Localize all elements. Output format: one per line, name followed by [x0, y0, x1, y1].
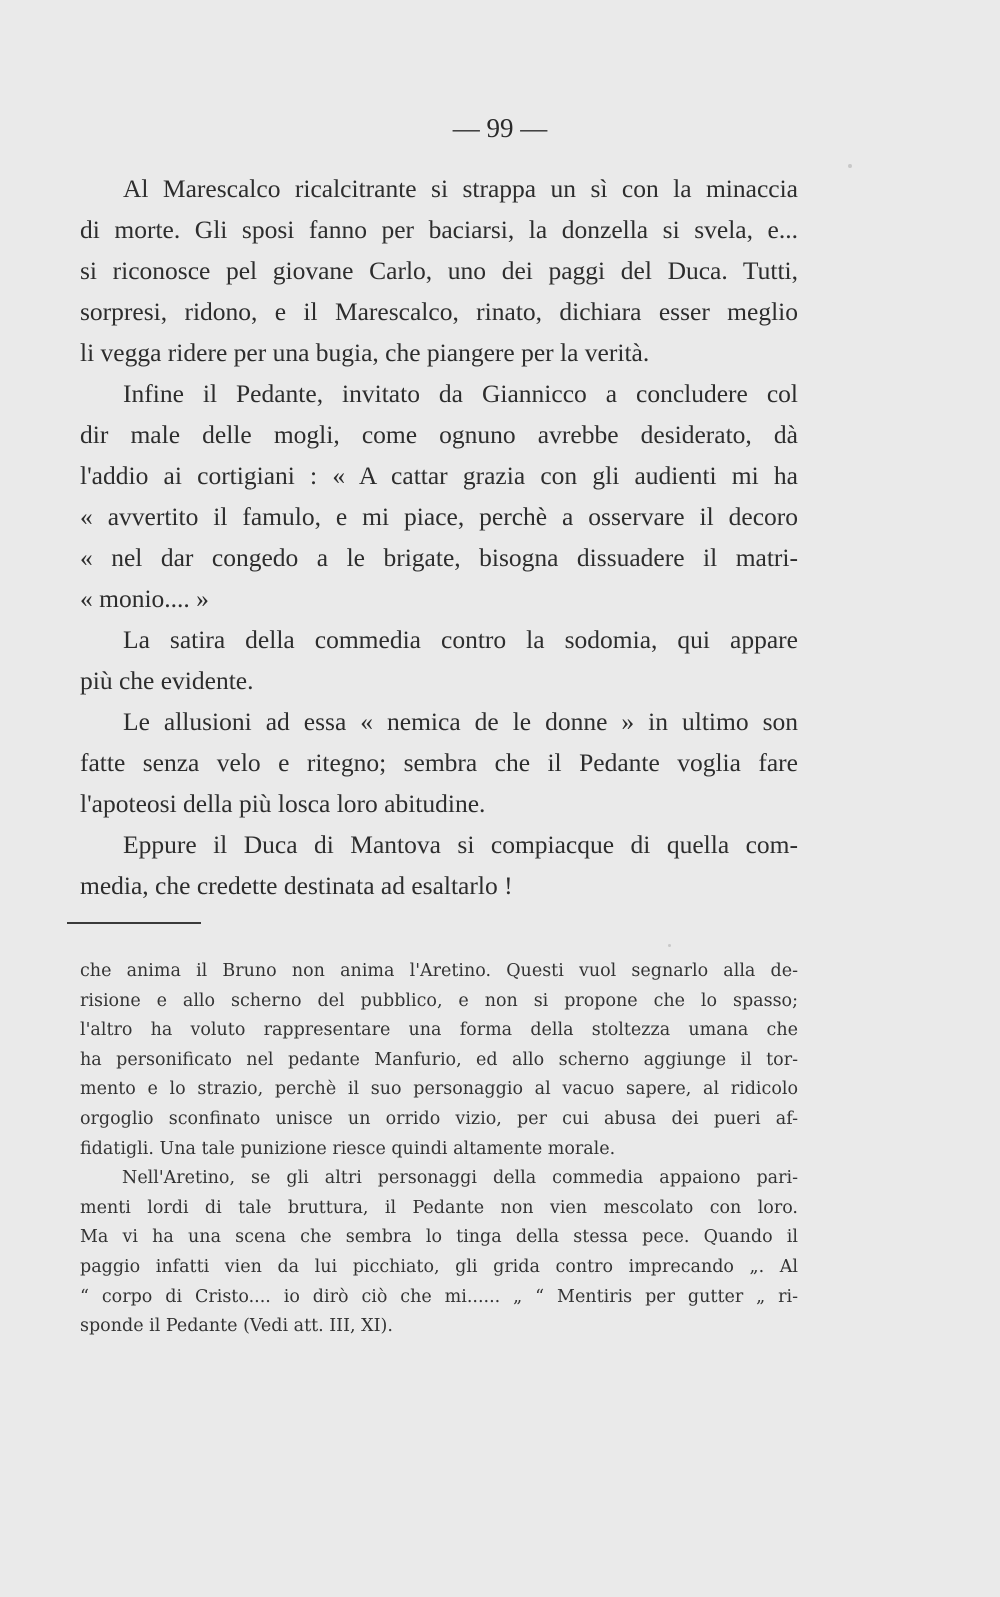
- footnote-line: ha personificato nel pedante Manfurio, ed allo scherno aggiunge il tor-: [80, 1049, 798, 1070]
- footnote-line: Ma vi ha una scena che sembra lo tinga della stessa pece. Quando il: [80, 1227, 798, 1248]
- footnote-text: [80, 957, 798, 1342]
- footnote-line: mento e lo strazio, perchè il suo personaggio al vacuo sapere, al ridicolo: [80, 1079, 798, 1100]
- main-line: si riconosce pel giovane Carlo, uno dei paggi del Duca. Tutti,: [80, 256, 798, 285]
- footnote-line: “ corpo di Cristo.... io dirò ciò che mi...... „ “ Mentiris per gutter „ ri-: [80, 1286, 798, 1307]
- footnote-line: fidatigli. Una tale punizione riesce quindi altamente morale.: [80, 1138, 616, 1159]
- footnote-line: Nell'Aretino, se gli altri personaggi della commedia appaiono pari-: [122, 1168, 798, 1189]
- main-line: dir male delle mogli, come ognuno avrebbe desiderato, dà: [80, 420, 798, 449]
- main-line: « avvertito il famulo, e mi piace, perchè a osservare il decoro: [80, 502, 798, 531]
- footnote-line: menti lordi di tale bruttura, il Pedante non vien mescolato con loro.: [80, 1197, 798, 1218]
- footnote-line: orgoglio sconfinato unisce un orrido vizio, per cui abusa dei pueri af-: [80, 1108, 798, 1129]
- main-line: l'addio ai cortigiani : « A cattar grazia con gli audienti mi ha: [80, 461, 798, 490]
- footnote-line: l'altro ha voluto rappresentare una forma della stoltezza umana che: [80, 1020, 798, 1041]
- main-line: La satira della commedia contro la sodomia, qui appare: [123, 625, 798, 654]
- main-line: Al Marescalco ricalcitrante si strappa un sì con la minaccia: [123, 174, 798, 203]
- footnote-separator-rule: [67, 922, 201, 924]
- paper-speck: [668, 944, 671, 947]
- footnote-line: che anima il Bruno non anima l'Aretino. Questi vuol segnarlo alla de-: [80, 961, 798, 981]
- main-line: l'apoteosi della più losca loro abitudine.: [80, 789, 486, 818]
- paper-speck: [848, 164, 852, 168]
- footnote-line: risione e allo scherno del pubblico, e non si propone che lo spasso;: [80, 990, 798, 1011]
- footnote-line: paggio infatti vien da lui picchiato, gli grida contro imprecando „. Al: [80, 1256, 798, 1277]
- main-line: Eppure il Duca di Mantova si compiacque di quella com-: [123, 830, 798, 859]
- footnote-line: sponde il Pedante (Vedi att. III, XI).: [80, 1316, 393, 1337]
- main-line: media, che credette destinata ad esaltarlo !: [80, 871, 513, 900]
- main-line: « nel dar congedo a le brigate, bisogna dissuadere il matri-: [80, 543, 798, 572]
- main-line: di morte. Gli sposi fanno per baciarsi, la donzella si svela, e...: [80, 215, 798, 244]
- main-text: [80, 168, 798, 906]
- main-line: sorpresi, ridono, e il Marescalco, rinato, dichiara esser meglio: [80, 297, 798, 326]
- main-line: « monio.... »: [80, 584, 209, 613]
- main-line: fatte senza velo e ritegno; sembra che il Pedante voglia fare: [80, 748, 798, 777]
- main-line: più che evidente.: [80, 666, 254, 695]
- main-line: Infine il Pedante, invitato da Giannicco a concludere col: [123, 379, 798, 408]
- page-number: — 99 —: [452, 113, 548, 143]
- main-line: li vegga ridere per una bugia, che piangere per la verità.: [80, 338, 650, 367]
- main-line: Le allusioni ad essa « nemica de le donne » in ultimo son: [123, 707, 798, 736]
